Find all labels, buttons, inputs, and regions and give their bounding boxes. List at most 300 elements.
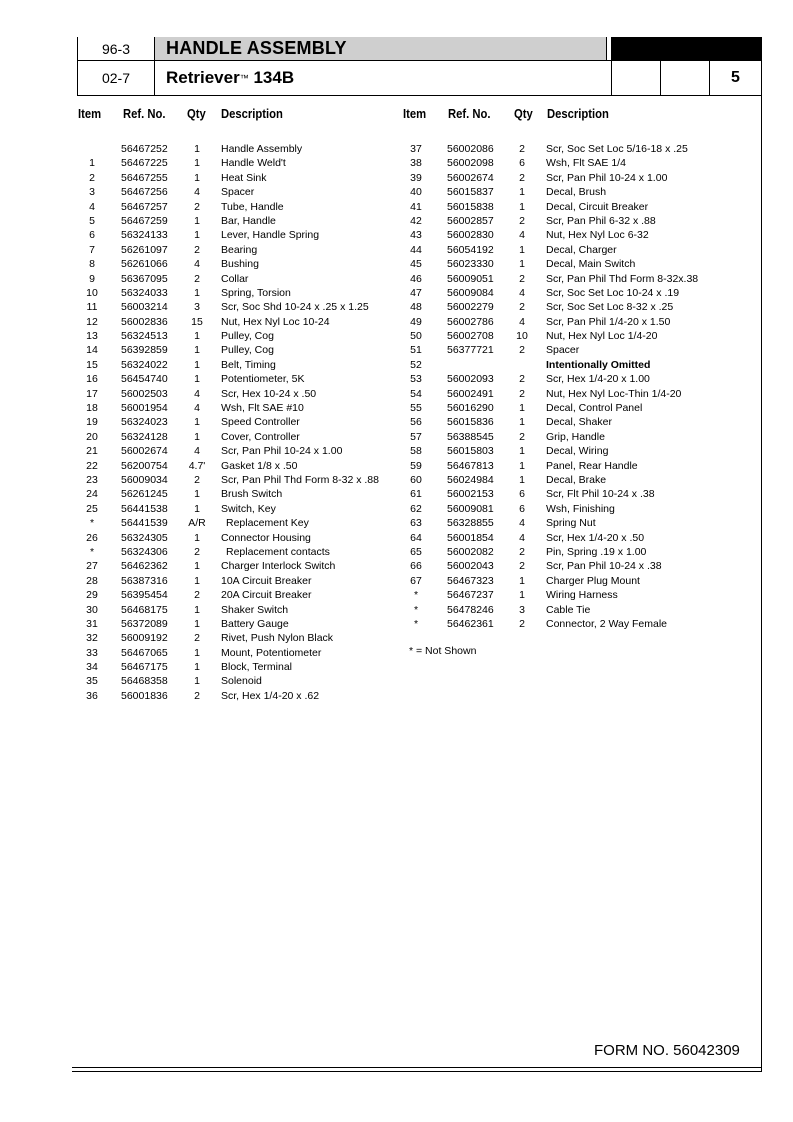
ref-cell: 56395454 xyxy=(121,589,168,602)
desc-cell: Scr, Pan Phil 10-24 x 1.00 xyxy=(546,171,668,184)
qty-cell: 1 xyxy=(519,258,525,271)
item-cell: * xyxy=(413,589,419,602)
item-cell: 7 xyxy=(89,243,95,256)
ref-cell: 56441538 xyxy=(121,502,168,515)
item-cell: 25 xyxy=(86,502,98,515)
table-row xyxy=(401,531,751,545)
ref-cell: 56467813 xyxy=(447,459,494,472)
ref-cell: 56467225 xyxy=(121,157,168,170)
item-cell: 60 xyxy=(410,473,422,486)
table-row xyxy=(77,372,397,386)
desc-cell: Pin, Spring .19 x 1.00 xyxy=(546,545,647,558)
qty-cell: A/R xyxy=(188,517,206,530)
table-row xyxy=(77,430,397,444)
desc-cell: Panel, Rear Handle xyxy=(546,459,638,472)
ref-cell: 56009081 xyxy=(447,502,494,515)
table-row xyxy=(77,617,397,631)
item-cell: 19 xyxy=(86,416,98,429)
ref-cell: 56002708 xyxy=(447,330,494,343)
ref-cell: 56002153 xyxy=(447,488,494,501)
left-col-item-header: Item xyxy=(78,107,102,121)
table-row xyxy=(77,401,397,415)
table-row xyxy=(401,214,751,228)
trademark-mark: ™ xyxy=(239,73,249,83)
table-row xyxy=(77,343,397,357)
ref-cell: 56015836 xyxy=(447,416,494,429)
qty-cell: 2 xyxy=(519,430,525,443)
ref-cell: 56002503 xyxy=(121,387,168,400)
desc-cell: Connector Housing xyxy=(221,531,311,544)
frame-title-end xyxy=(606,37,607,61)
qty-cell: 1 xyxy=(194,531,200,544)
qty-cell: 1 xyxy=(194,358,200,371)
qty-cell: 1 xyxy=(519,589,525,602)
left-col-ref-header: Ref. No. xyxy=(123,107,166,121)
ref-cell: 56002830 xyxy=(447,229,494,242)
model-title xyxy=(166,61,294,95)
qty-cell: 1 xyxy=(194,214,200,227)
desc-cell: Speed Controller xyxy=(221,416,300,429)
ref-cell: 56388545 xyxy=(447,430,494,443)
ref-cell: 56002857 xyxy=(447,214,494,227)
item-cell: 33 xyxy=(86,646,98,659)
item-cell: * xyxy=(413,617,419,630)
table-row xyxy=(401,257,751,271)
qty-cell: 1 xyxy=(519,574,525,587)
table-row xyxy=(77,545,397,559)
desc-cell: Decal, Brake xyxy=(546,473,607,486)
item-cell: 36 xyxy=(86,689,98,702)
ref-cell: 56002086 xyxy=(447,143,494,155)
table-row xyxy=(77,200,397,214)
table-row xyxy=(401,415,751,429)
qty-cell: 4 xyxy=(519,517,525,530)
qty-cell: 2 xyxy=(194,473,200,486)
table-row xyxy=(401,286,751,300)
item-cell: 37 xyxy=(410,143,422,155)
desc-cell: Battery Gauge xyxy=(221,617,289,630)
item-cell: 44 xyxy=(410,243,422,256)
desc-cell: Spacer xyxy=(221,186,255,199)
ref-cell: 56009192 xyxy=(121,632,168,645)
table-row xyxy=(77,171,397,185)
qty-cell: 2 xyxy=(194,243,200,256)
black-header-block xyxy=(611,37,761,60)
item-cell: 24 xyxy=(86,488,98,501)
model-name: Retriever xyxy=(166,68,240,87)
qty-cell: 4 xyxy=(519,286,525,299)
item-cell: 50 xyxy=(410,330,422,343)
table-row xyxy=(77,473,397,487)
ref-cell: 56002098 xyxy=(447,157,494,170)
qty-cell: 1 xyxy=(194,373,200,386)
qty-cell: 2 xyxy=(519,545,525,558)
table-row xyxy=(77,214,397,228)
ref-cell: 56002786 xyxy=(447,315,494,328)
ref-cell: 56324022 xyxy=(121,358,168,371)
table-row xyxy=(401,329,751,343)
form-number: FORM NO. 56042309 xyxy=(594,1042,740,1059)
qty-cell: 4 xyxy=(194,445,200,458)
desc-cell: Spacer xyxy=(546,344,580,357)
desc-cell: Handle Weld't xyxy=(221,157,286,170)
ref-cell: 56015837 xyxy=(447,186,494,199)
qty-cell: 1 xyxy=(519,402,525,415)
desc-cell: Brush Switch xyxy=(221,488,283,501)
item-cell: 40 xyxy=(410,186,422,199)
ref-cell: 56467323 xyxy=(447,574,494,587)
item-cell: 13 xyxy=(86,330,98,343)
ref-cell: 56441539 xyxy=(121,517,168,530)
table-row xyxy=(401,459,751,473)
qty-cell: 2 xyxy=(519,560,525,573)
desc-cell: Collar xyxy=(221,272,249,285)
item-cell: 27 xyxy=(86,560,98,573)
qty-cell: 4 xyxy=(194,258,200,271)
qty-cell: 2 xyxy=(519,617,525,630)
item-cell: 45 xyxy=(410,258,422,271)
qty-cell: 3 xyxy=(194,301,200,314)
ref-cell: 56002043 xyxy=(447,560,494,573)
desc-cell: Pulley, Cog xyxy=(221,344,274,357)
table-row xyxy=(401,156,751,170)
item-cell: 10 xyxy=(86,286,98,299)
ref-cell: 56002279 xyxy=(447,301,494,314)
table-row xyxy=(77,459,397,473)
item-cell: 23 xyxy=(86,473,98,486)
table-row xyxy=(77,574,397,588)
ref-cell: 56467256 xyxy=(121,186,168,199)
desc-cell: Scr, Pan Phil 10-24 x .38 xyxy=(546,560,662,573)
desc-cell: Cover, Controller xyxy=(221,430,300,443)
ref-cell: 56009034 xyxy=(121,473,168,486)
item-cell: 63 xyxy=(410,517,422,530)
ref-cell: 56002082 xyxy=(447,545,494,558)
desc-cell: Gasket 1/8 x .50 xyxy=(221,459,298,472)
item-cell: * xyxy=(89,517,95,530)
qty-cell: 4 xyxy=(519,229,525,242)
qty-cell: 1 xyxy=(194,603,200,616)
desc-cell: Decal, Shaker xyxy=(546,416,612,429)
item-cell: 64 xyxy=(410,531,422,544)
ref-cell: 56467175 xyxy=(121,661,168,674)
ref-cell: 56454740 xyxy=(121,373,168,386)
qty-cell: 4 xyxy=(519,315,525,328)
table-row xyxy=(401,200,751,214)
table-row xyxy=(77,272,397,286)
right-col-desc-header: Description xyxy=(547,107,609,121)
desc-cell: Replacement contacts xyxy=(226,545,330,558)
item-cell: 28 xyxy=(86,574,98,587)
desc-cell: Charger Plug Mount xyxy=(546,574,640,587)
desc-cell: Bearing xyxy=(221,243,258,256)
frame-header-divider xyxy=(77,60,606,61)
qty-cell: 1 xyxy=(194,171,200,184)
qty-cell: 2 xyxy=(194,200,200,213)
ref-cell: 56324305 xyxy=(121,531,168,544)
table-row xyxy=(77,660,397,674)
qty-cell: 6 xyxy=(519,157,525,170)
ref-cell: 56467065 xyxy=(121,646,168,659)
table-row xyxy=(77,228,397,242)
desc-cell: Scr, Pan Phil 10-24 x 1.00 xyxy=(221,445,343,458)
qty-cell: 1 xyxy=(519,200,525,213)
ref-cell: 56467252 xyxy=(121,143,168,155)
qty-cell: 1 xyxy=(519,416,525,429)
ref-cell: 56015803 xyxy=(447,445,494,458)
desc-cell: Scr, Flt Phil 10-24 x .38 xyxy=(546,488,655,501)
item-cell: 34 xyxy=(86,661,98,674)
table-row xyxy=(401,243,751,257)
qty-cell: 1 xyxy=(194,661,200,674)
ref-cell: 56328855 xyxy=(447,517,494,530)
ref-cell: 56462362 xyxy=(121,560,168,573)
item-cell: 53 xyxy=(410,373,422,386)
item-cell: 6 xyxy=(89,229,95,242)
item-cell: 15 xyxy=(86,358,98,371)
item-cell: 58 xyxy=(410,445,422,458)
item-cell: * xyxy=(413,603,419,616)
ref-cell: 56324033 xyxy=(121,286,168,299)
desc-cell: Grip, Handle xyxy=(546,430,605,443)
item-cell: 39 xyxy=(410,171,422,184)
desc-cell: Scr, Pan Phil 6-32 x .88 xyxy=(546,214,656,227)
qty-cell: 2 xyxy=(519,301,525,314)
desc-cell: Charger Interlock Switch xyxy=(221,560,336,573)
desc-cell: Wsh, Flt SAE 1/4 xyxy=(546,157,626,170)
desc-cell: Mount, Potentiometer xyxy=(221,646,322,659)
item-cell: 29 xyxy=(86,589,98,602)
frame-header-bottom xyxy=(77,95,762,96)
qty-cell: 4 xyxy=(519,531,525,544)
desc-cell: Intentionally Omitted xyxy=(546,358,651,371)
item-cell: 3 xyxy=(89,186,95,199)
table-row xyxy=(401,372,751,386)
qty-cell: 4.7' xyxy=(188,459,206,472)
item-cell: 2 xyxy=(89,171,95,184)
table-row xyxy=(401,487,751,501)
item-cell: 67 xyxy=(410,574,422,587)
table-row xyxy=(77,646,397,660)
qty-cell: 1 xyxy=(194,560,200,573)
ref-cell: 56324306 xyxy=(121,545,168,558)
table-row xyxy=(401,387,751,401)
left-parts-table xyxy=(77,142,397,703)
desc-cell: Connector, 2 Way Female xyxy=(546,617,667,630)
page-title: HANDLE ASSEMBLY xyxy=(166,38,347,58)
desc-cell: Nut, Hex Nyl Loc 6-32 xyxy=(546,229,649,242)
ref-cell: 56015838 xyxy=(447,200,494,213)
ref-cell: 56054192 xyxy=(447,243,494,256)
table-row xyxy=(401,574,751,588)
item-cell: 20 xyxy=(86,430,98,443)
item-cell: 8 xyxy=(89,258,95,271)
table-row xyxy=(77,559,397,573)
left-col-desc-header: Description xyxy=(221,107,283,121)
ref-cell: 56003214 xyxy=(121,301,168,314)
item-cell: 32 xyxy=(86,632,98,645)
desc-cell: Decal, Wiring xyxy=(546,445,609,458)
desc-cell: Handle Assembly xyxy=(221,143,303,155)
desc-cell: Spring Nut xyxy=(546,517,596,530)
qty-cell: 2 xyxy=(519,344,525,357)
table-row xyxy=(401,185,751,199)
ref-cell: 56468358 xyxy=(121,675,168,688)
item-cell: 52 xyxy=(410,358,422,371)
item-cell: 48 xyxy=(410,301,422,314)
desc-cell: Spring, Torsion xyxy=(221,286,291,299)
table-row xyxy=(77,631,397,645)
desc-cell: Bushing xyxy=(221,258,259,271)
ref-cell: 56023330 xyxy=(447,258,494,271)
item-cell: 9 xyxy=(89,272,95,285)
desc-cell: Bar, Handle xyxy=(221,214,276,227)
qty-cell: 1 xyxy=(194,617,200,630)
qty-cell: 1 xyxy=(194,229,200,242)
table-row xyxy=(77,315,397,329)
table-row xyxy=(77,689,397,703)
ref-cell: 56261245 xyxy=(121,488,168,501)
qty-cell: 1 xyxy=(194,344,200,357)
qty-cell: 1 xyxy=(194,330,200,343)
desc-cell: Scr, Hex 1/4-20 x .50 xyxy=(546,531,645,544)
table-row xyxy=(77,387,397,401)
desc-cell: Decal, Circuit Breaker xyxy=(546,200,649,213)
table-row xyxy=(77,674,397,688)
desc-cell: Decal, Control Panel xyxy=(546,402,643,415)
desc-cell: Scr, Pan Phil Thd Form 8-32x.38 xyxy=(546,272,699,285)
left-col-qty-header: Qty xyxy=(187,107,206,121)
frame-right-line xyxy=(761,37,762,1072)
item-cell: 59 xyxy=(410,459,422,472)
table-row xyxy=(401,516,751,530)
table-row xyxy=(401,559,751,573)
desc-cell: Nut, Hex Nyl Loc 1/4-20 xyxy=(546,330,658,343)
ref-cell: 56009051 xyxy=(447,272,494,285)
desc-cell: Nut, Hex Nyl Loc-Thin 1/4-20 xyxy=(546,387,682,400)
desc-cell: Heat Sink xyxy=(221,171,267,184)
table-row xyxy=(401,473,751,487)
qty-cell: 2 xyxy=(194,632,200,645)
item-cell: 42 xyxy=(410,214,422,227)
qty-cell: 1 xyxy=(194,157,200,170)
item-cell: 46 xyxy=(410,272,422,285)
item-cell: 47 xyxy=(410,286,422,299)
item-cell: 66 xyxy=(410,560,422,573)
item-cell: 41 xyxy=(410,200,422,213)
table-row xyxy=(77,588,397,602)
qty-cell: 1 xyxy=(194,143,200,155)
table-row xyxy=(77,444,397,458)
table-row xyxy=(77,156,397,170)
desc-cell: Switch, Key xyxy=(221,502,276,515)
desc-cell: Belt, Timing xyxy=(221,358,276,371)
desc-cell: Nut, Hex Nyl Loc 10-24 xyxy=(221,315,330,328)
desc-cell: Scr, Soc Set Loc 10-24 x .19 xyxy=(546,286,680,299)
table-row xyxy=(77,257,397,271)
desc-cell: Scr, Hex 10-24 x .50 xyxy=(221,387,317,400)
qty-cell: 15 xyxy=(191,315,203,328)
qty-cell: 2 xyxy=(194,545,200,558)
table-row xyxy=(77,142,397,156)
desc-cell: Tube, Handle xyxy=(221,200,284,213)
footer-line-bottom xyxy=(72,1071,762,1072)
ref-cell: 56387316 xyxy=(121,574,168,587)
item-cell: 16 xyxy=(86,373,98,386)
table-row xyxy=(77,243,397,257)
table-row xyxy=(401,502,751,516)
qty-cell: 1 xyxy=(194,646,200,659)
ref-cell: 56372089 xyxy=(121,617,168,630)
item-cell: 4 xyxy=(89,200,95,213)
item-cell: 31 xyxy=(86,617,98,630)
ref-cell: 56024984 xyxy=(447,473,494,486)
page-code-bottom: 02-7 xyxy=(101,70,131,86)
item-cell: 1 xyxy=(89,157,95,170)
qty-cell: 1 xyxy=(519,186,525,199)
table-row xyxy=(401,444,751,458)
desc-cell: Decal, Main Switch xyxy=(546,258,636,271)
desc-cell: Wsh, Finishing xyxy=(546,502,615,515)
qty-cell: 6 xyxy=(519,488,525,501)
desc-cell: Wiring Harness xyxy=(546,589,618,602)
ref-cell: 56377721 xyxy=(447,344,494,357)
desc-cell: Block, Terminal xyxy=(221,661,292,674)
ref-cell: 56467237 xyxy=(447,589,494,602)
desc-cell: Cable Tie xyxy=(546,603,591,616)
table-row xyxy=(77,286,397,300)
table-row xyxy=(77,502,397,516)
desc-cell: Shaker Switch xyxy=(221,603,289,616)
item-cell: 12 xyxy=(86,315,98,328)
ref-cell: 56467259 xyxy=(121,214,168,227)
item-cell: 26 xyxy=(86,531,98,544)
table-row xyxy=(401,588,751,602)
ref-cell: 56324133 xyxy=(121,229,168,242)
right-col-ref-header: Ref. No. xyxy=(448,107,491,121)
table-row xyxy=(401,617,751,631)
qty-cell: 2 xyxy=(519,272,525,285)
frame-box-divider-1 xyxy=(611,60,612,95)
right-col-item-header: Item xyxy=(403,107,427,121)
item-cell: 17 xyxy=(86,387,98,400)
table-row xyxy=(401,315,751,329)
ref-cell: 56002674 xyxy=(121,445,168,458)
desc-cell: Decal, Charger xyxy=(546,243,617,256)
item-cell: 49 xyxy=(410,315,422,328)
desc-cell: 20A Circuit Breaker xyxy=(221,589,312,602)
table-row xyxy=(401,603,751,617)
qty-cell: 1 xyxy=(194,502,200,515)
ref-cell: 56261097 xyxy=(121,243,168,256)
ref-cell: 56002093 xyxy=(447,373,494,386)
table-row xyxy=(77,531,397,545)
item-cell: 5 xyxy=(89,214,95,227)
ref-cell: 56001836 xyxy=(121,689,168,702)
ref-cell: 56324023 xyxy=(121,416,168,429)
frame-box-divider-2 xyxy=(660,60,661,95)
desc-cell: Rivet, Push Nylon Black xyxy=(221,632,334,645)
item-cell: 30 xyxy=(86,603,98,616)
table-row xyxy=(77,415,397,429)
desc-cell: Scr, Pan Phil Thd Form 8-32 x .88 xyxy=(221,473,379,486)
item-cell: 54 xyxy=(410,387,422,400)
ref-cell: 56324128 xyxy=(121,430,168,443)
qty-cell: 3 xyxy=(519,603,525,616)
table-row xyxy=(401,343,751,357)
desc-cell: Scr, Soc Set Loc 8-32 x .25 xyxy=(546,301,674,314)
table-row xyxy=(401,272,751,286)
